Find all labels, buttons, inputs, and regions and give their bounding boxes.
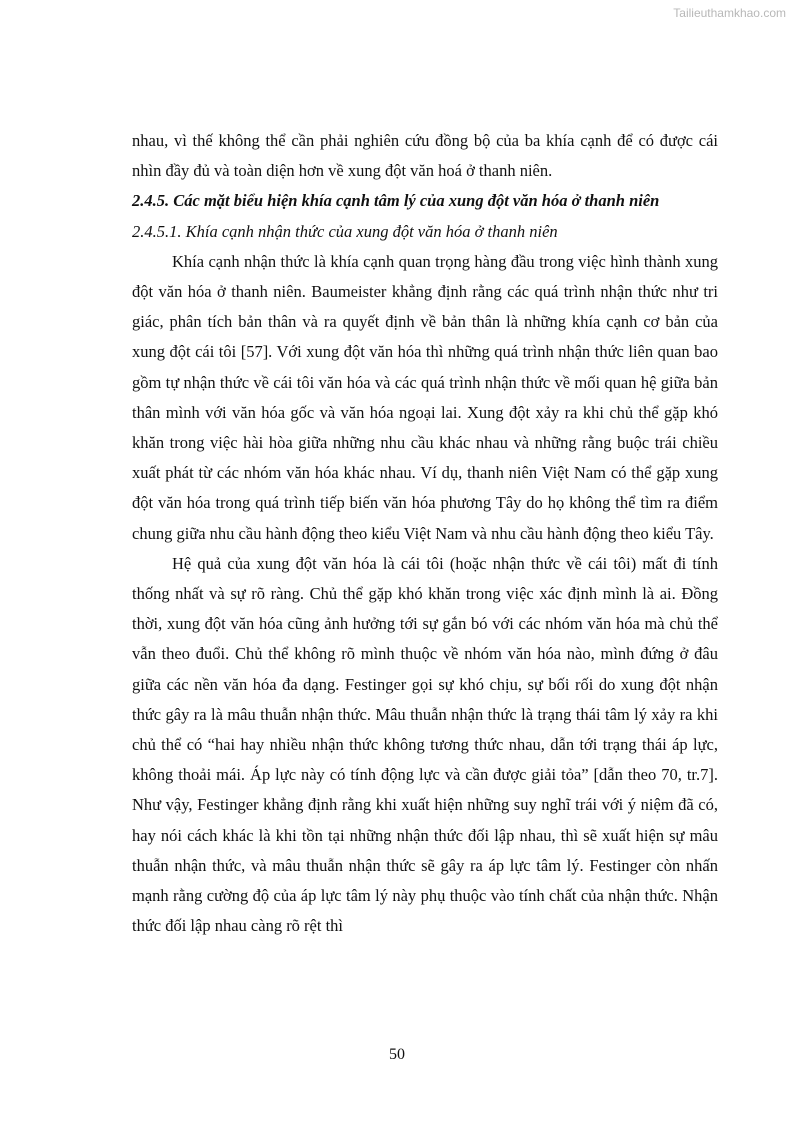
paragraph-2: Hệ quả của xung đột văn hóa là cái tôi (hoặc nhận thức về cái tôi) mất đi tính thống nhất và sự rõ ràng. Chủ thể gặp khó khăn trong việc xác định mình là ai. Đồng thời, xung đột văn hóa cũng ảnh hưởng tới sự gắn bó với các nhóm văn hóa mà chủ thể vẫn theo đuổi. Chủ thể không rõ mình thuộc về nhóm văn hóa nào, mình đứng ở đâu giữa các nền văn hóa đa dạng. Festinger gọi sự khó chịu, sự bối rối do xung đột nhận thức gây ra là mâu thuẫn nhận thức. Mâu thuẫn nhận thức là trạng thái tâm lý xảy ra khi chủ thể có “hai hay nhiều nhận thức không tương thức nhau, dẫn tới trạng thái áp lực, không thoải mái. Áp lực này có tính động lực và cần được giải tỏa” [dẫn theo 70, tr.7]. Như vậy, Festinger khẳng định rằng khi xuất hiện những suy nghĩ trái với ý niệm đã có, hay nói cách khác là khi tồn tại những nhận thức đối lập nhau, thì sẽ xuất hiện sự mâu thuẫn nhận thức, và mâu thuẫn nhận thức sẽ gây ra áp lực tâm lý. Festinger còn nhấn mạnh rằng cường độ của áp lực tâm lý này phụ thuộc vào tính chất của nhận thức. Nhận thức đối lập nhau càng rõ rệt thì	[132, 553, 718, 936]
watermark: Tailieuthamkhao.com	[673, 6, 786, 20]
page-number: 50	[389, 1046, 405, 1063]
intro-paragraph: nhau, vì thế không thể cần phải nghiên cứu đồng bộ của ba khía cạnh để có được cái nhìn đầy đủ và toàn diện hơn về xung đột văn hoá ở thanh niên.	[132, 131, 718, 181]
subsection-heading: 2.4.5.1. Khía cạnh nhận thức của xung đột văn hóa ở thanh niên	[132, 221, 558, 241]
document-body	[132, 126, 718, 941]
paragraph-1: Khía cạnh nhận thức là khía cạnh quan trọng hàng đầu trong việc hình thành xung đột văn hóa ở thanh niên. Baumeister khẳng định rằng các quá trình nhận thức như tri giác, phân tích bản thân và ra quyết định về bản thân là những khía cạnh cơ bản của xung đột cái tôi [57]. Với xung đột văn hóa thì những quá trình nhận thức liên quan bao gồm tự nhận thức về cái tôi văn hóa và các quá trình nhận thức về mối quan hệ giữa bản thân mình với văn hóa gốc và văn hóa ngoại lai. Xung đột xảy ra khi chủ thể gặp khó khăn trong việc hài hòa giữa những nhu cầu khác nhau và những rằng buộc trái chiều xuất phát từ các nhóm văn hóa khác nhau. Ví dụ, thanh niên Việt Nam có thể gặp xung đột văn hóa trong quá trình tiếp biến văn hóa phương Tây do họ không thể tìm ra điểm chung giữa nhu cầu hành động theo kiểu Việt Nam và nhu cầu hành động theo kiểu Tây.	[132, 251, 718, 543]
section-heading: 2.4.5. Các mặt biểu hiện khía cạnh tâm lý của xung đột văn hóa ở thanh niên	[132, 191, 660, 211]
